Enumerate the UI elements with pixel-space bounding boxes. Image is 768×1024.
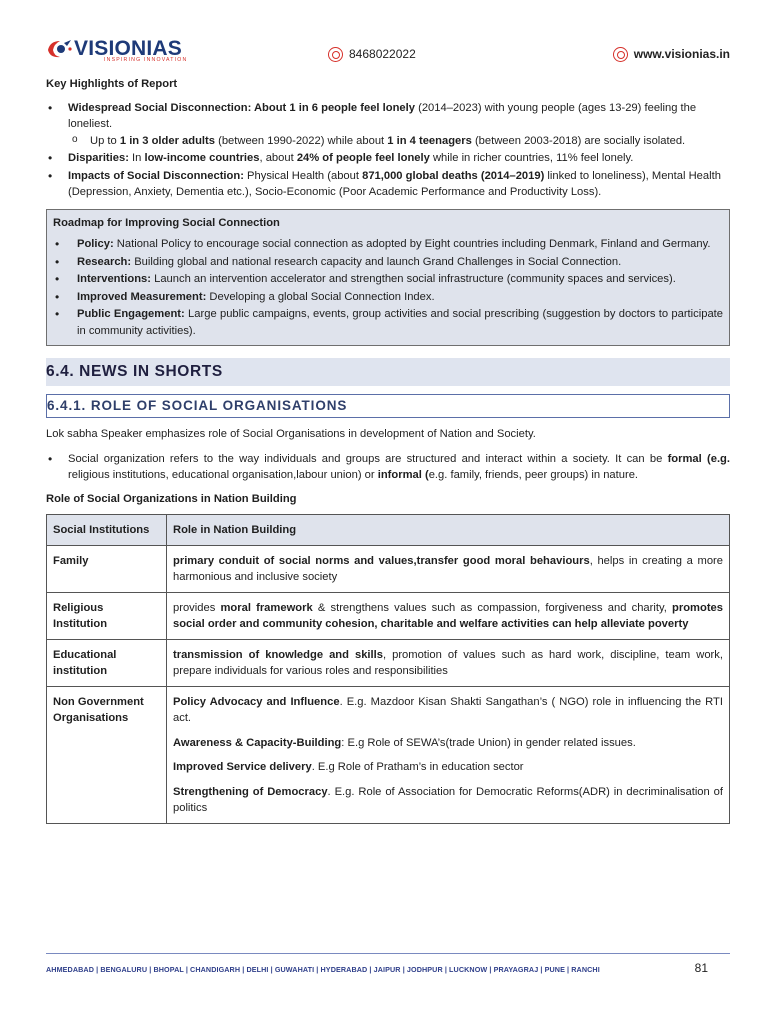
list-item [53, 236, 723, 253]
table-cell [167, 592, 730, 639]
bold-text: Improved Service delivery [173, 761, 312, 773]
phone-contact[interactable] [328, 46, 416, 63]
table-cell: Educational institution [47, 639, 167, 686]
text: National Policy to encourage social connection as adopted by Eight countries including Denmark, Finland and Germany. [113, 238, 711, 250]
visionias-logo [46, 38, 187, 63]
list-item [53, 254, 723, 271]
text: (between 2003-2018) are socially isolated. [471, 134, 686, 147]
bold-text: 1 in 3 older adults [119, 134, 215, 147]
phone-number: 8468022022 [349, 47, 416, 61]
text: , helps in creating a more harmonious and inclusive society [173, 554, 723, 583]
text: . E.g. Mazdoor Kisan Shakti Sangathan’s ( NGO) role in influencing the RTI act. [173, 695, 723, 724]
table-cell: Family [47, 545, 167, 592]
text: religious institutions, educational organisation,labour union) or [68, 469, 378, 481]
bold-text: promotes social order and community cohesion, charitable and welfare activities can help alleviate poverty [173, 601, 723, 630]
bold-text: Impacts of Social Disconnection: [68, 169, 244, 182]
globe-icon [613, 47, 628, 62]
text: , promotion of values such as hard work, discipline, team work, prepare individuals for various roles and responsibilities [173, 648, 723, 677]
table-row [47, 639, 730, 686]
text: Physical Health (about [243, 169, 363, 182]
table-cell: Non Government Organisations [47, 686, 167, 823]
bold-text: low-income countries [144, 152, 260, 164]
text: (between 1990-2022) while about [214, 134, 388, 147]
logo-text-ias: IAS [146, 37, 182, 60]
table-cell: Religious Institution [47, 592, 167, 639]
text: Launch an intervention accelerator and strengthen social infrastructure (community spaces and services). [150, 273, 676, 285]
bold-text: Widespread Social Disconnection: About 1 in 6 people feel lonely [68, 101, 415, 114]
definition-list [46, 451, 730, 484]
roadmap-box [46, 209, 730, 347]
bold-text: informal ( [377, 469, 429, 481]
page-footer [46, 953, 730, 979]
bold-text: Policy: [77, 238, 114, 250]
text: Social organization refers to the way individuals and groups are structured and interact within a society. It can be [68, 452, 668, 465]
subsection-heading-bar [46, 394, 730, 418]
phone-icon [328, 47, 343, 62]
logo-tagline: INSPIRING INNOVATION [104, 57, 188, 63]
table-row [47, 592, 730, 639]
text: & strengthens values such as compassion, forgiveness and charity, [312, 601, 673, 614]
bold-text: 871,000 global deaths (2014–2019) [362, 169, 545, 182]
bold-text: transmission of knowledge and skills [173, 648, 383, 661]
table-header-cell: Role in Nation Building [167, 515, 730, 546]
bold-text: Disparities: [68, 152, 129, 164]
logo-text-vision: VISION [74, 37, 147, 60]
bold-text: Strengthening of Democracy [173, 785, 328, 798]
social-organizations-table [46, 514, 730, 824]
highlights-heading: Key Highlights of Report [46, 78, 178, 90]
list-item [53, 306, 723, 339]
table-row [47, 686, 730, 823]
table-header-row [47, 515, 730, 546]
table-cell [167, 545, 730, 592]
table-cell [167, 686, 730, 823]
ngo-point [173, 694, 723, 727]
highlights-list [46, 100, 730, 201]
text: while in richer countries, 11% feel lonely. [429, 152, 634, 164]
bold-text: Research: [77, 255, 132, 268]
page-content [46, 76, 730, 824]
table-header-cell: Social Institutions [47, 515, 167, 546]
text: : E.g Role of SEWA’s(trade Union) in gender related issues. [341, 736, 636, 749]
table-row [47, 545, 730, 592]
bold-text: moral framework [220, 601, 313, 614]
subsection-title: 6.4.1. ROLE OF SOCIAL ORGANISATIONS [47, 397, 348, 413]
text: , about [259, 152, 297, 164]
text: linked to loneliness), Mental Health (Depression, Anxiety, Dementia etc.), Socio-Economic (Poor Academic Performance and Productivity Loss). [68, 169, 721, 198]
ngo-point [173, 759, 723, 776]
text: (2014–2023) with young people (ages 13-29) feeling the loneliest. [68, 101, 697, 130]
roadmap-list [53, 236, 723, 339]
list-item [46, 100, 730, 150]
list-item [46, 451, 730, 484]
logo-swoosh-icon [46, 38, 72, 60]
text: Up to [90, 134, 120, 147]
text: . E.g. Role of Association for Democratic Reforms(ADR) in decriminalisation of politics [173, 785, 723, 814]
website-link[interactable] [613, 46, 730, 63]
sub-list [68, 133, 730, 150]
section-title: 6.4. NEWS IN SHORTS [46, 362, 223, 380]
text: Building global and national research capacity and launch Grand Challenges in Social Connection. [131, 255, 622, 268]
text: . E.g Role of Pratham’s in education sector [311, 761, 524, 773]
footer-cities: AHMEDABAD | BENGALURU | BHOPAL | CHANDIGARH | DELHI | GUWAHATI | HYDERABAD | JAIPUR | JODHPUR | LUCKNOW | PRAYAGRAJ | PUNE | RANCHI [46, 965, 600, 974]
website-url: www.visionias.in [633, 47, 730, 61]
text: Developing a global Social Connection Index. [206, 290, 435, 303]
list-item [46, 168, 730, 201]
bold-text: 24% of people feel lonely [296, 152, 430, 164]
ngo-point [173, 784, 723, 817]
bold-text: formal (e.g. [667, 452, 731, 465]
table-cell [167, 639, 730, 686]
bold-text: 1 in 4 teenagers [387, 134, 472, 147]
bold-text: Interventions: [77, 273, 151, 285]
bold-text: primary conduit of social norms and values,transfer good moral behaviours [173, 554, 590, 567]
text: In [128, 152, 145, 164]
page-number: 81 [694, 961, 708, 975]
page-header [46, 38, 730, 66]
bold-text: Policy Advocacy and Influence [173, 695, 340, 708]
bold-text: Public Engagement: [77, 308, 185, 320]
section-heading-bar [46, 358, 730, 386]
list-item [68, 133, 730, 150]
roadmap-title: Roadmap for Improving Social Connection [53, 216, 280, 229]
bold-text: Awareness & Capacity-Building [173, 736, 342, 749]
text: Large public campaigns, events, group activities and social prescribing (suggestion by doctors to participate in community activities). [77, 308, 723, 337]
text: provides [173, 601, 221, 614]
ngo-point [173, 735, 723, 752]
text: e.g. family, friends, peer groups) in nature. [428, 469, 639, 481]
list-item [53, 289, 723, 306]
list-item [53, 271, 723, 288]
table-title: Role of Social Organizations in Nation Building [46, 492, 297, 505]
intro-paragraph: Lok sabha Speaker emphasizes role of Social Organisations in development of Nation and Society. [46, 428, 536, 440]
list-item [46, 150, 730, 167]
bold-text: Improved Measurement: [77, 290, 207, 303]
